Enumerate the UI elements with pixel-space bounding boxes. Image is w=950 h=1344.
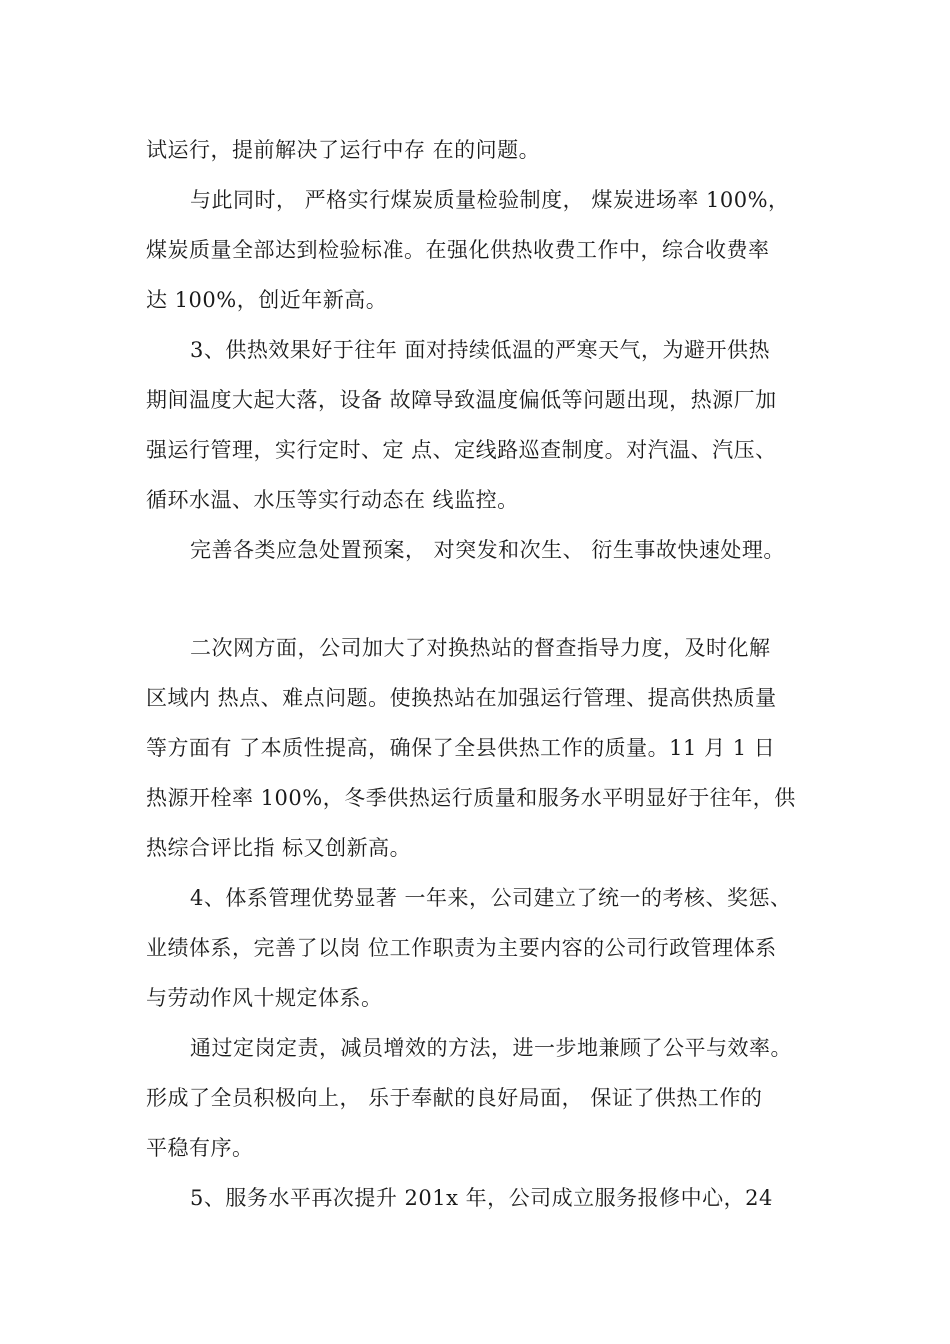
text-line-2: 与此同时， 严格实行煤炭质量检验制度， 煤炭进场率 100%， (190, 188, 790, 212)
text-line-9: 完善各类应急处置预案， 对突发和次生、 衍生事故快速处理。 (190, 538, 785, 562)
text-line-13: 热源开栓率 100%，冬季供热运行质量和服务水平明显好于往年，供 (146, 786, 796, 810)
text-line-7: 强运行管理，实行定时、定 点、定线路巡查制度。对汽温、汽压、 (146, 438, 777, 462)
text-line-16: 业绩体系，完善了以岗 位工作职责为主要内容的公司行政管理体系 (146, 936, 777, 960)
text-line-12: 等方面有 了本质性提高，确保了全县供热工作的质量。11 月 1 日 (146, 736, 776, 760)
text-line-15: 4、体系管理优势显著 一年来，公司建立了统一的考核、奖惩、 (190, 886, 792, 910)
text-line-10: 二次网方面，公司加大了对换热站的督查指导力度，及时化解 (190, 636, 771, 660)
text-line-17: 与劳动作风十规定体系。 (146, 986, 383, 1010)
text-line-20: 平稳有序。 (146, 1136, 254, 1160)
text-line-21: 5、服务水平再次提升 201x 年，公司成立服务报修中心，24 (190, 1186, 773, 1210)
text-line-18: 通过定岗定责，减员增效的方法，进一步地兼顾了公平与效率。 (190, 1036, 792, 1060)
text-line-19: 形成了全员积极向上， 乐于奉献的良好局面， 保证了供热工作的 (146, 1086, 763, 1110)
text-line-14: 热综合评比指 标又创新高。 (146, 836, 412, 860)
text-line-3: 煤炭质量全部达到检验标准。在强化供热收费工作中，综合收费率 (146, 238, 770, 262)
text-line-8: 循环水温、水压等实行动态在 线监控。 (146, 488, 519, 512)
text-line-1: 试运行，提前解决了运行中存 在的问题。 (146, 138, 541, 162)
text-line-6: 期间温度大起大落，设备 故障导致温度偏低等问题出现，热源厂加 (146, 388, 777, 412)
text-line-5: 3、供热效果好于往年 面对持续低温的严寒天气，为避开供热 (190, 338, 771, 362)
text-line-4: 达 100%，创近年新高。 (146, 288, 388, 312)
text-line-11: 区域内 热点、难点问题。使换热站在加强运行管理、提高供热质量 (146, 686, 777, 710)
